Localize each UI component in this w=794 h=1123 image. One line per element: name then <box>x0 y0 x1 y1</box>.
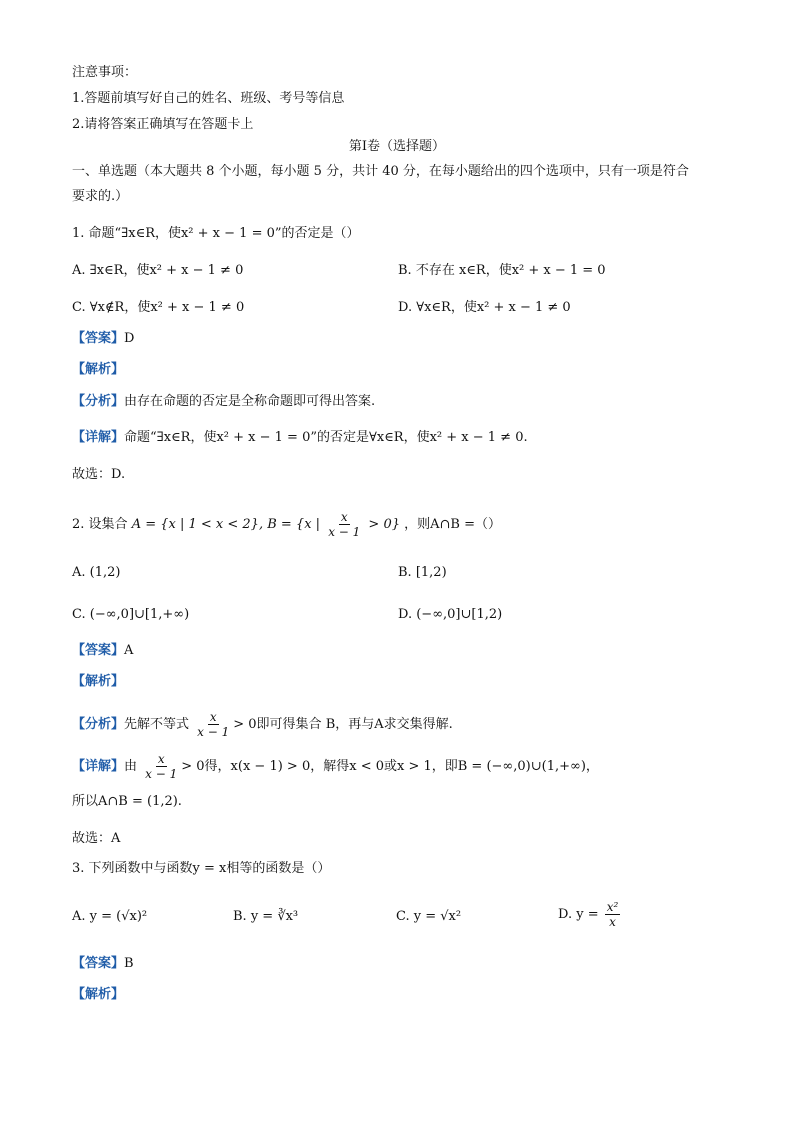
q2-answer-tag: 【答案】 <box>72 643 125 658</box>
section-title: 第I卷（选择题） <box>348 139 446 154</box>
q2-stem-suffix: ，则A∩B =（） <box>404 517 501 532</box>
notes-item-1: 1.答题前填写好自己的姓名、班级、考号等信息 <box>72 91 345 106</box>
q3-answer-tag: 【答案】 <box>72 956 125 971</box>
q2-xiangjie-tag: 【详解】 <box>72 759 125 774</box>
q2-xiangjie-row <box>72 752 599 781</box>
q2-fenxi-frac-num: x <box>209 710 217 724</box>
q2-option-d: D. (−∞,0]∪[1,2) <box>398 607 503 622</box>
q3-option-d-prefix: D. y = <box>558 907 599 922</box>
q2-stem-prefix: 2. 设集合 <box>72 517 128 532</box>
q2-fenxi-fraction <box>195 710 231 739</box>
q3-answer-value: B <box>124 956 134 971</box>
q2-choice: 故选：A <box>72 831 121 846</box>
q1-answer-tag: 【答案】 <box>72 331 125 346</box>
q2-answer-row <box>72 642 133 660</box>
q2-stem <box>72 510 501 539</box>
q2-analysis-label: 【解析】 <box>72 674 125 689</box>
q2-fenxi-row <box>72 710 453 739</box>
q2-option-c: C. (−∞,0]∪[1,+∞) <box>72 607 190 622</box>
q3-option-d <box>558 900 622 929</box>
q1-option-a: A. ∃x∈R，使x² + x − 1 ≠ 0 <box>72 263 244 278</box>
section-intro-line-1: 一、单选题（本大题共 8 个小题，每小题 5 分，共计 40 分，在每小题给出的四个选项中，只有一项是符合 <box>72 164 689 179</box>
q2-analysis-tag <box>72 673 124 691</box>
q3-option-c: C. y = √x² <box>396 909 462 924</box>
notes-title: 注意事项： <box>72 65 138 80</box>
q2-fenxi-suffix: > 0即可得集合 B，再与A求交集得解. <box>233 717 453 732</box>
q3-stem: 3. 下列函数中与函数y = x相等的函数是（） <box>72 861 331 876</box>
q1-fenxi-text: 由存在命题的否定是全称命题即可得出答案. <box>124 394 376 409</box>
q3-option-b: B. y = ∛x³ <box>233 909 299 924</box>
q2-option-a: A. (1,2) <box>72 565 121 580</box>
q2-set-b-prefix: B = {x | <box>267 517 321 532</box>
q1-xiangjie-tag: 【详解】 <box>72 430 125 445</box>
q3-analysis-tag <box>72 986 124 1004</box>
q2-answer-value: A <box>124 643 134 658</box>
q2-xiangjie-frac-num: x <box>157 752 165 766</box>
q1-option-c: C. ∀x∉R，使x² + x − 1 ≠ 0 <box>72 300 245 315</box>
q2-xiangjie-frac-den: x − 1 <box>145 767 178 781</box>
q3-option-d-fraction <box>605 900 621 929</box>
q2-fenxi-tag: 【分析】 <box>72 717 125 732</box>
q3-analysis-label: 【解析】 <box>72 987 125 1002</box>
q1-fenxi-tag: 【分析】 <box>72 394 125 409</box>
q2-conclusion: 所以A∩B = (1,2). <box>72 794 182 809</box>
q2-fenxi-prefix: 先解不等式 <box>124 717 190 732</box>
q1-answer-value: D <box>124 331 135 346</box>
q3-answer-row <box>72 955 134 973</box>
q2-xiangjie-prefix: 由 <box>124 759 138 774</box>
q3-option-d-num: x² <box>606 900 619 914</box>
q2-stem-frac-den: x − 1 <box>328 525 361 539</box>
q1-choice: 故选：D. <box>72 467 126 482</box>
q2-set-a: A = {x | 1 < x < 2}, <box>131 517 264 532</box>
q2-fenxi-frac-den: x − 1 <box>197 725 230 739</box>
q3-option-d-den: x <box>609 915 616 929</box>
q2-option-b: B. [1,2) <box>398 565 447 580</box>
q1-fenxi-row <box>72 393 375 411</box>
q1-answer-row <box>72 330 134 348</box>
section-intro-line-2: 要求的.） <box>72 189 129 204</box>
notes-item-2: 2.请将答案正确填写在答题卡上 <box>72 117 254 132</box>
q2-xiangjie-fraction <box>143 752 179 781</box>
q1-analysis-label: 【解析】 <box>72 362 125 377</box>
q1-xiangjie-text: 命题“∃x∈R，使x² + x − 1 = 0”的否定是∀x∈R，使x² + x − 1 ≠ 0. <box>124 430 528 445</box>
q1-option-b: B. 不存在 x∈R，使x² + x − 1 = 0 <box>398 263 606 278</box>
q2-set-b-suffix: > 0} <box>368 517 400 532</box>
q1-xiangjie-row <box>72 429 528 447</box>
q1-option-d: D. ∀x∈R，使x² + x − 1 ≠ 0 <box>398 300 571 315</box>
q3-option-a: A. y = (√x)² <box>72 909 148 924</box>
q2-stem-fraction <box>326 510 362 539</box>
q1-analysis-tag <box>72 361 124 379</box>
q1-stem: 1. 命题“∃x∈R，使x² + x − 1 = 0”的否定是（） <box>72 226 360 241</box>
q2-stem-frac-num: x <box>340 510 348 524</box>
q2-xiangjie-suffix: > 0得，x(x − 1) > 0，解得x < 0或x > 1，即B = (−∞,0)∪(1,+∞)， <box>181 759 599 774</box>
